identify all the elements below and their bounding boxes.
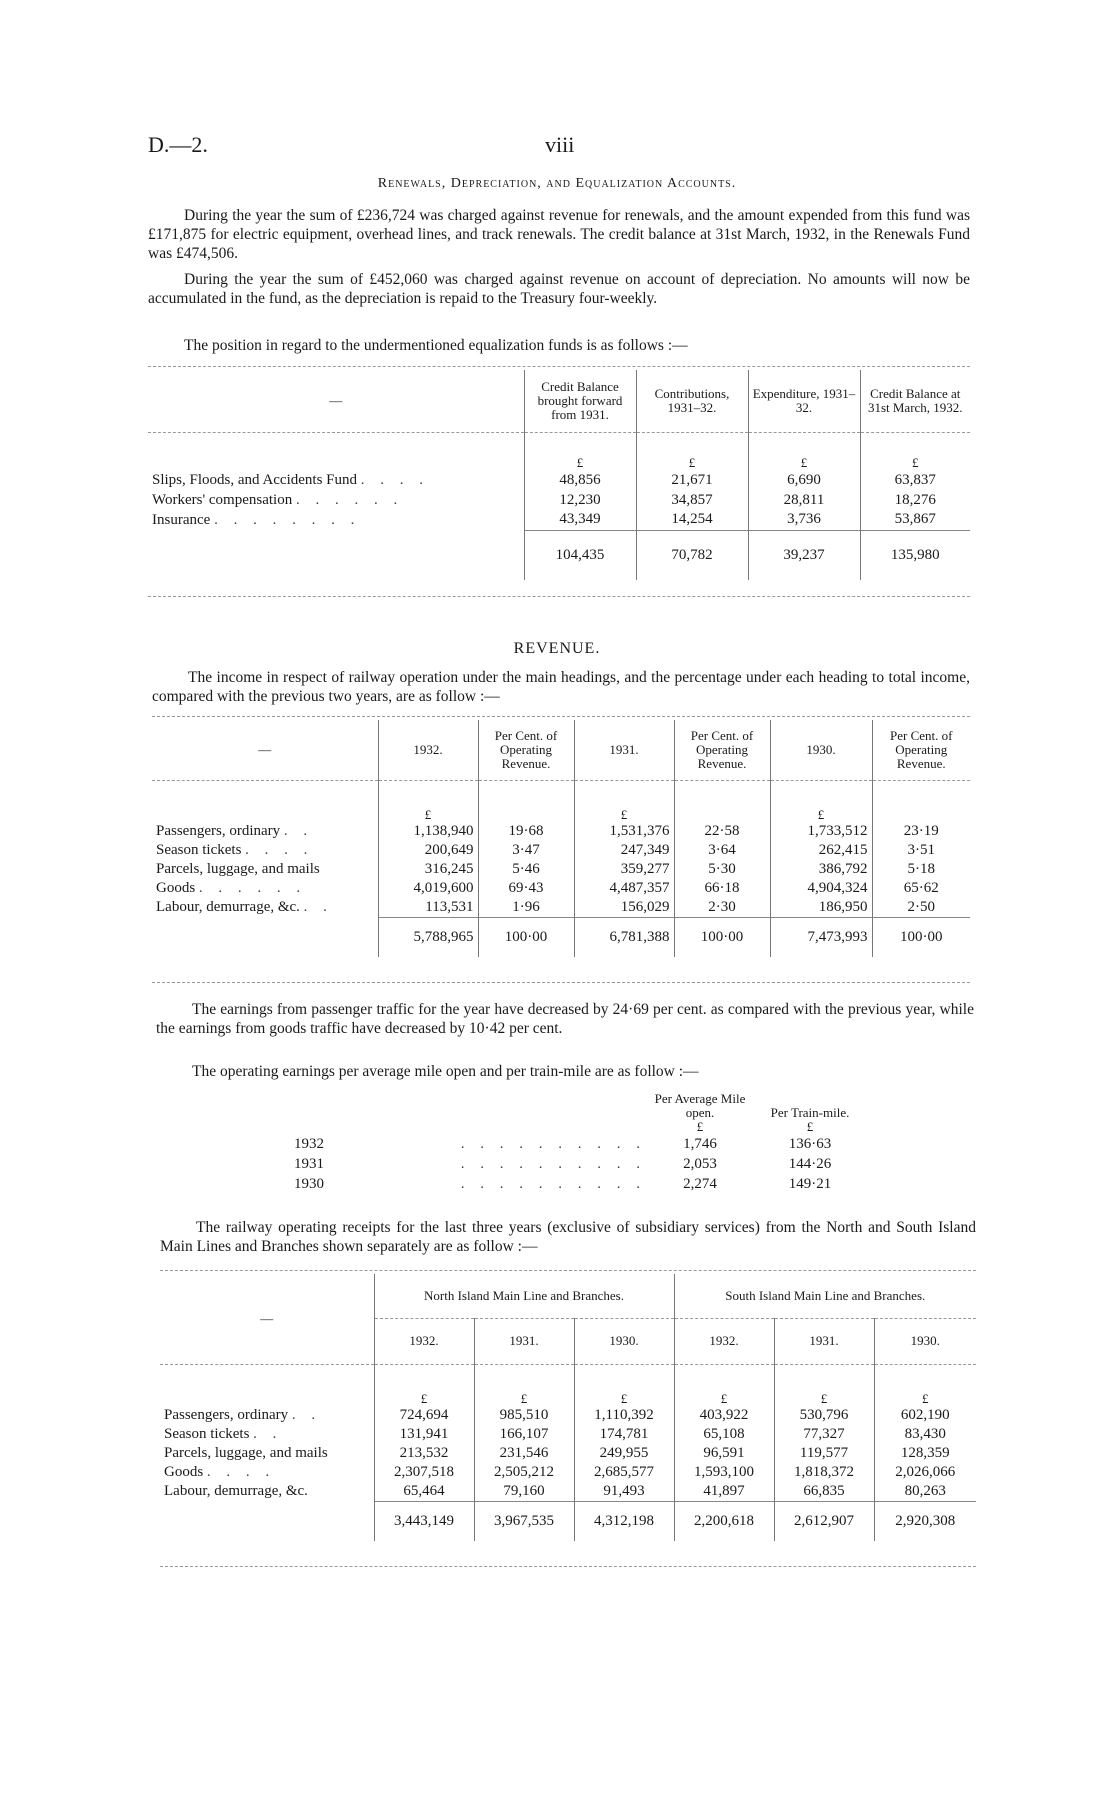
table-cell: 48,856: [524, 470, 636, 490]
leader-dots: . . . .: [360, 471, 430, 488]
table-row: [160, 1482, 976, 1501]
table-row: [290, 1154, 870, 1174]
table-row: [290, 1134, 870, 1154]
leader-dots: . . . .: [245, 842, 314, 858]
table-cell: 2,505,212: [474, 1463, 574, 1482]
table-row: [148, 490, 970, 510]
table-cell: 91,493: [574, 1482, 674, 1501]
table-cell: 5·46: [478, 860, 574, 879]
row-label: Season tickets: [156, 842, 242, 858]
table-rule: [148, 366, 970, 367]
column-header: 1930.: [574, 1318, 674, 1364]
total-cell: 2,200,618: [674, 1501, 774, 1541]
table-row: [290, 1174, 870, 1194]
total-cell: 7,473,993: [770, 917, 872, 957]
table-cell: 386,792: [770, 860, 872, 879]
table-cell: 1·96: [478, 898, 574, 917]
renewals-paragraph-1: During the year the sum of £236,724 was charged against revenue for renewals, and the amount expended from this fund was £171,875 for electric equipment, overhead lines, and track renewals. The credit balance at 31st March, 1932, in the Renewals Fund was £474,506.: [148, 207, 970, 262]
islands-paragraph: The railway operating receipts for the last three years (exclusive of subsidiary services) from the North and South Island Main Lines and Branches shown separately are as follow :—: [160, 1219, 976, 1255]
total-cell: 2,920,308: [874, 1501, 976, 1541]
row-label: Season tickets: [164, 1426, 250, 1442]
column-header: Contributions, 1931–32.: [636, 370, 748, 432]
column-header: Per Average Mile open.: [654, 1091, 746, 1120]
table-cell: 1,733,512: [770, 822, 872, 841]
table-cell: 66,835: [774, 1482, 874, 1501]
table-cell: 96,591: [674, 1444, 774, 1463]
table-corner: —: [258, 741, 272, 757]
table-cell: 1,818,372: [774, 1463, 874, 1482]
table-cell: 316,245: [378, 860, 478, 879]
table-cell: 63,837: [860, 470, 970, 490]
row-label: Insurance: [152, 511, 211, 528]
column-header: Credit Balance at 31st March, 1932.: [860, 370, 970, 432]
table-cell: 53,867: [860, 510, 970, 530]
table-row: [148, 510, 970, 530]
table-row: [152, 841, 970, 860]
row-label: Workers' compensation: [152, 491, 293, 508]
row-label: 1932: [294, 1135, 324, 1152]
column-header: Credit Balance brought forward from 1931.: [524, 370, 636, 432]
leader-dots: . . . . . . . . . .: [460, 1135, 646, 1152]
renewals-paragraph-2: During the year the sum of £452,060 was charged against revenue on account of depreciation. No amounts will now be accumulated in the fund, as the depreciation is repaid to the Treasury four-weekly.: [148, 271, 970, 307]
table-cell: 2,685,577: [574, 1463, 674, 1482]
total-cell: 104,435: [524, 530, 636, 580]
table-row: [160, 1425, 976, 1444]
table-row: [152, 879, 970, 898]
table-cell: 4,487,357: [574, 879, 674, 898]
table-cell: 79,160: [474, 1482, 574, 1501]
total-cell: 2,612,907: [774, 1501, 874, 1541]
row-label: Goods: [156, 880, 196, 896]
table-cell: 530,796: [774, 1406, 874, 1425]
unit-label: £: [574, 1364, 674, 1406]
revenue-title: REVENUE.: [513, 640, 601, 657]
equalization-table: [148, 370, 970, 580]
table-cell: 3·64: [674, 841, 770, 860]
earnings-per-mile-table: [290, 1086, 870, 1194]
table-cell: 249,955: [574, 1444, 674, 1463]
row-label: 1931: [294, 1155, 324, 1172]
leader-dots: . .: [303, 899, 333, 915]
table-cell: 12,230: [524, 490, 636, 510]
row-label: Parcels, luggage, and mails: [164, 1445, 328, 1461]
totals-row: [148, 530, 970, 580]
unit-label: £: [774, 1364, 874, 1406]
table-rule: [160, 1566, 976, 1567]
unit-label: £: [770, 780, 872, 822]
table-cell: 69·43: [478, 879, 574, 898]
table-cell: 113,531: [378, 898, 478, 917]
table-cell: 2,274: [683, 1175, 717, 1192]
column-header: 1930.: [874, 1318, 976, 1364]
column-header: Per Cent. of Operating Revenue.: [478, 720, 574, 780]
table-cell: 28,811: [748, 490, 860, 510]
row-label: Parcels, luggage, and mails: [156, 861, 320, 877]
table-cell: 4,019,600: [378, 879, 478, 898]
table-rule: [152, 982, 970, 983]
table-cell: 3·51: [872, 841, 970, 860]
table-cell: 80,263: [874, 1482, 976, 1501]
leader-dots: . . . . . .: [295, 491, 404, 508]
table-cell: 1,138,940: [378, 822, 478, 841]
column-header: 1931.: [574, 720, 674, 780]
column-header: Per Cent. of Operating Revenue.: [872, 720, 970, 780]
row-label: Slips, Floods, and Accidents Fund: [152, 471, 358, 488]
revenue-table: [152, 720, 970, 957]
table-corner: —: [260, 1310, 274, 1326]
unit-label: £: [524, 432, 636, 470]
table-cell: 144·26: [788, 1155, 832, 1172]
leader-dots: . .: [253, 1426, 283, 1442]
unit-label: £: [696, 1119, 704, 1134]
table-cell: 149·21: [788, 1175, 832, 1192]
table-cell: 21,671: [636, 470, 748, 490]
table-cell: 2·50: [872, 898, 970, 917]
table-cell: 5·18: [872, 860, 970, 879]
column-header: 1932.: [378, 720, 478, 780]
table-cell: 166,107: [474, 1425, 574, 1444]
unit-label: £: [574, 780, 674, 822]
revenue-paragraph-3: The operating earnings per average mile open and per train-mile are as follow :—: [192, 1063, 699, 1080]
row-label: Labour, demurrage, &c.: [164, 1483, 308, 1499]
leader-dots: . .: [291, 1407, 322, 1423]
table-cell: 231,546: [474, 1444, 574, 1463]
total-cell: 100·00: [674, 917, 770, 957]
table-cell: 2,307,518: [374, 1463, 474, 1482]
group-header-south: South Island Main Line and Branches.: [674, 1274, 976, 1318]
table-cell: 2,026,066: [874, 1463, 976, 1482]
table-cell: 65·62: [872, 879, 970, 898]
table-row: [160, 1406, 976, 1425]
renewals-section-title: Renewals, Depreciation, and Equalization Accounts.: [377, 176, 737, 191]
island-receipts-table: [160, 1274, 976, 1541]
table-cell: 403,922: [674, 1406, 774, 1425]
column-header: Expenditure, 1931–32.: [748, 370, 860, 432]
leader-dots: . . . . . . . . . .: [460, 1175, 646, 1192]
table-cell: 4,904,324: [770, 879, 872, 898]
table-cell: 262,415: [770, 841, 872, 860]
table-cell: 200,649: [378, 841, 478, 860]
table-cell: 3,736: [748, 510, 860, 530]
table-cell: 2,053: [683, 1155, 717, 1172]
unit-label: £: [806, 1119, 814, 1134]
row-label: Labour, demurrage, &c.: [156, 899, 300, 915]
leader-dots: . .: [283, 823, 314, 839]
unit-label: £: [374, 1364, 474, 1406]
table-cell: 128,359: [874, 1444, 976, 1463]
page-number: viii: [545, 132, 575, 157]
table-cell: 213,532: [374, 1444, 474, 1463]
row-label: Passengers, ordinary: [156, 823, 281, 839]
table-cell: 1,110,392: [574, 1406, 674, 1425]
renewals-paragraph-3: The position in regard to the undermentioned equalization funds is as follows :—: [184, 337, 688, 354]
table-row: [152, 860, 970, 879]
total-cell: 4,312,198: [574, 1501, 674, 1541]
group-header-north: North Island Main Line and Branches.: [374, 1274, 674, 1318]
total-cell: 70,782: [636, 530, 748, 580]
table-cell: 724,694: [374, 1406, 474, 1425]
leader-dots: . . . .: [206, 1464, 276, 1480]
table-row: [152, 898, 970, 917]
leader-dots: . . . . . . . .: [214, 511, 361, 528]
total-cell: 5,788,965: [378, 917, 478, 957]
table-cell: 77,327: [774, 1425, 874, 1444]
table-cell: 174,781: [574, 1425, 674, 1444]
table-cell: 985,510: [474, 1406, 574, 1425]
table-cell: 136·63: [788, 1135, 832, 1152]
table-cell: 34,857: [636, 490, 748, 510]
table-cell: 65,108: [674, 1425, 774, 1444]
column-header: 1931.: [474, 1318, 574, 1364]
table-cell: 2·30: [674, 898, 770, 917]
table-row: [160, 1444, 976, 1463]
column-header: Per Train-mile.: [770, 1105, 850, 1120]
column-header: 1932.: [674, 1318, 774, 1364]
total-cell: 100·00: [478, 917, 574, 957]
unit-label: £: [378, 780, 478, 822]
column-header: 1931.: [774, 1318, 874, 1364]
revenue-paragraph-1: The income in respect of railway operation under the main headings, and the percentage under each heading to total income, compared with the previous two years, are as follow :—: [152, 669, 970, 705]
column-header: 1932.: [374, 1318, 474, 1364]
table-cell: 119,577: [774, 1444, 874, 1463]
table-row: [160, 1463, 976, 1482]
totals-row: [152, 917, 970, 957]
table-cell: 186,950: [770, 898, 872, 917]
column-header: 1930.: [770, 720, 872, 780]
table-rule: [148, 596, 970, 597]
table-rule: [160, 1270, 976, 1271]
table-cell: 5·30: [674, 860, 770, 879]
totals-row: [160, 1501, 976, 1541]
row-label: 1930: [294, 1175, 324, 1192]
total-cell: 39,237: [748, 530, 860, 580]
total-cell: 3,967,535: [474, 1501, 574, 1541]
table-cell: 65,464: [374, 1482, 474, 1501]
table-cell: 41,897: [674, 1482, 774, 1501]
table-cell: 23·19: [872, 822, 970, 841]
table-cell: 247,349: [574, 841, 674, 860]
unit-label: £: [748, 432, 860, 470]
total-cell: 6,781,388: [574, 917, 674, 957]
unit-label: £: [874, 1364, 976, 1406]
table-cell: 6,690: [748, 470, 860, 490]
unit-label: £: [636, 432, 748, 470]
total-cell: 3,443,149: [374, 1501, 474, 1541]
table-cell: 66·18: [674, 879, 770, 898]
table-cell: 19·68: [478, 822, 574, 841]
table-cell: 83,430: [874, 1425, 976, 1444]
total-cell: 100·00: [872, 917, 970, 957]
table-cell: 18,276: [860, 490, 970, 510]
table-cell: 602,190: [874, 1406, 976, 1425]
document-reference: D.—2.: [148, 132, 208, 157]
table-cell: 3·47: [478, 841, 574, 860]
table-cell: 14,254: [636, 510, 748, 530]
leader-dots: . . . . . .: [198, 880, 307, 896]
table-cell: 131,941: [374, 1425, 474, 1444]
table-cell: 359,277: [574, 860, 674, 879]
column-header: Per Cent. of Operating Revenue.: [674, 720, 770, 780]
table-cell: 1,531,376: [574, 822, 674, 841]
table-cell: 156,029: [574, 898, 674, 917]
table-rule: [152, 716, 970, 717]
row-label: Goods: [164, 1464, 204, 1480]
table-cell: 1,746: [683, 1135, 717, 1152]
table-cell: 1,593,100: [674, 1463, 774, 1482]
unit-label: £: [860, 432, 970, 470]
table-cell: 22·58: [674, 822, 770, 841]
table-corner: —: [329, 392, 343, 408]
total-cell: 135,980: [860, 530, 970, 580]
leader-dots: . . . . . . . . . .: [460, 1155, 646, 1172]
row-label: Passengers, ordinary: [164, 1407, 289, 1423]
unit-label: £: [474, 1364, 574, 1406]
unit-label: £: [674, 1364, 774, 1406]
table-cell: 43,349: [524, 510, 636, 530]
table-row: [148, 470, 970, 490]
revenue-paragraph-2: The earnings from passenger traffic for the year have decreased by 24·69 per cent. as compared with the previous year, while the earnings from goods traffic have decreased by 10·42 per cent.: [156, 1001, 974, 1037]
table-row: [152, 822, 970, 841]
